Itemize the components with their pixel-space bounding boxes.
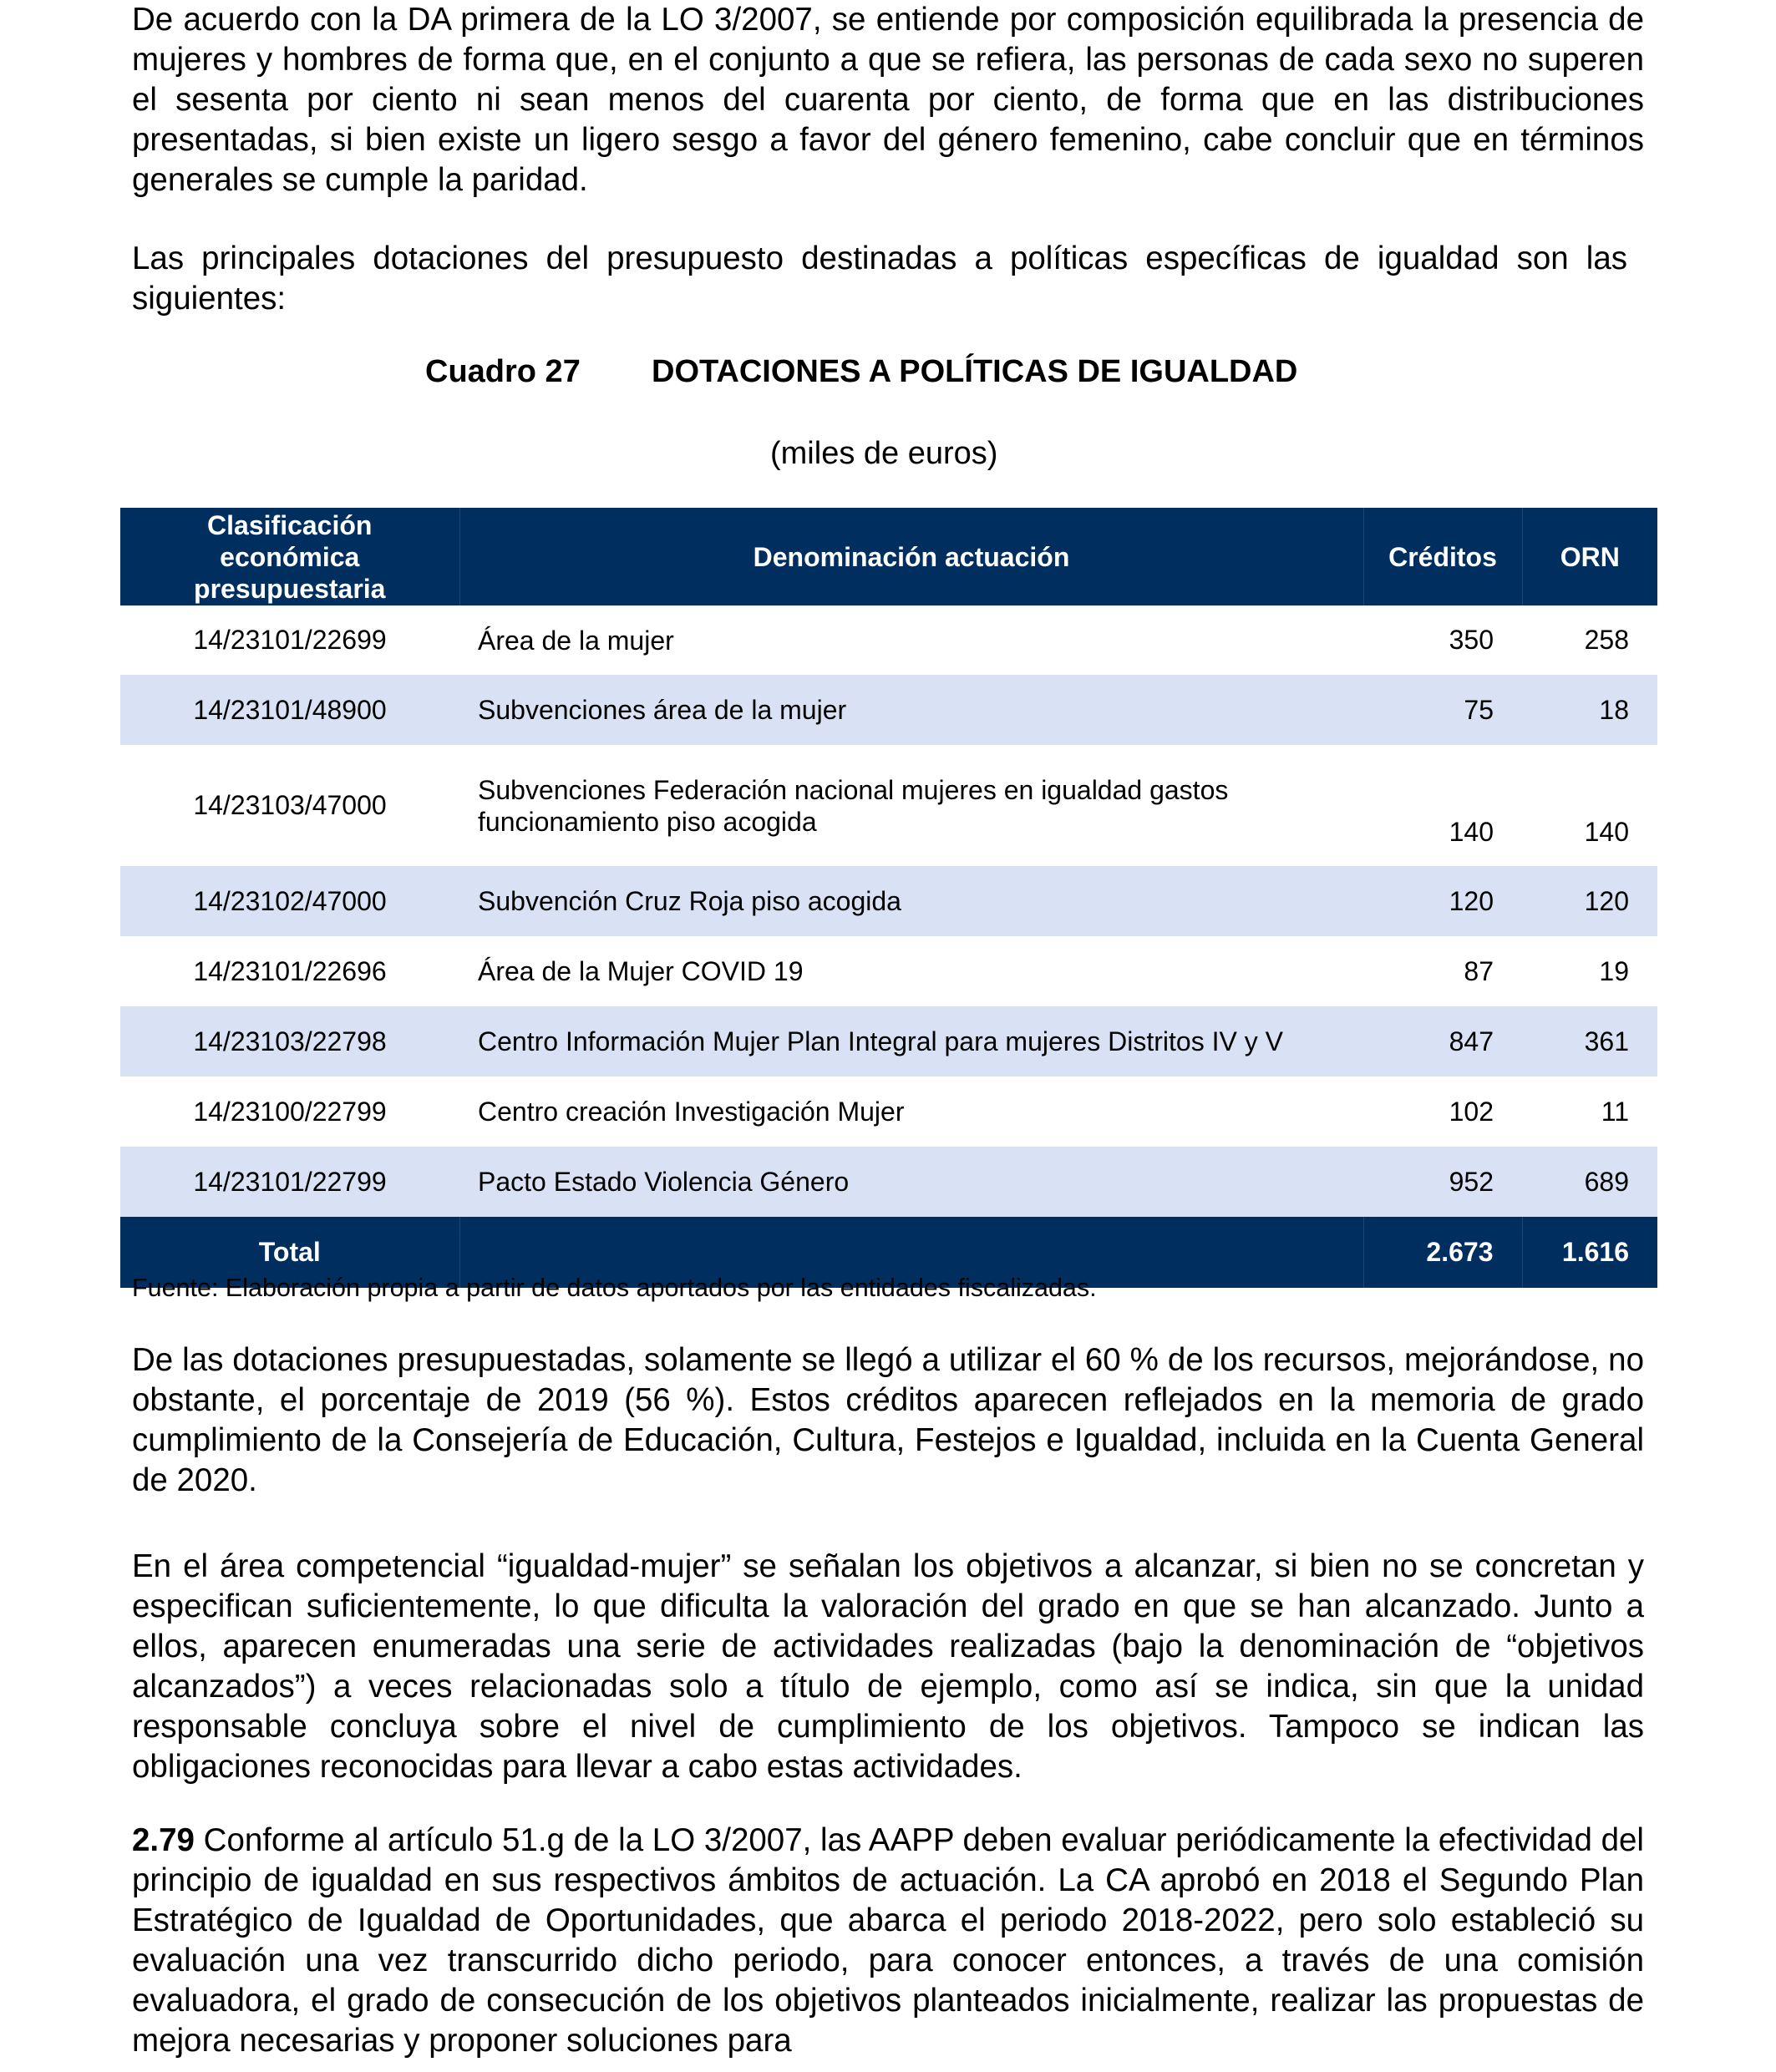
table-row	[120, 1077, 1657, 1147]
cell-creditos: 87	[1464, 955, 1494, 986]
cell-orn: 120	[1522, 866, 1657, 936]
table-title: DOTACIONES A POLÍTICAS DE IGUALDAD	[652, 354, 1298, 389]
cell-orn: 11	[1601, 1096, 1629, 1127]
cell-creditos: 350	[1449, 625, 1494, 655]
paragraph-intro-dotaciones: Las principales dotaciones del presupuesto destinadas a políticas específicas de igualdad son las siguientes:	[132, 241, 1627, 317]
cell-orn: 689	[1522, 1147, 1657, 1217]
cell-code: 14/23103/22798	[120, 1006, 459, 1077]
cell-code: 14/23100/22799	[193, 1096, 387, 1127]
cell-creditos: 140	[1449, 817, 1494, 847]
cell-name-text: Subvenciones Federación nacional mujeres en igualdad gastos funcionamiento piso acogida	[478, 774, 1229, 837]
header-name: Denominación actuación	[459, 508, 1363, 605]
cell-orn: 361	[1522, 1006, 1657, 1077]
table-row	[120, 866, 1657, 936]
cell-name: Subvención Cruz Roja piso acogida	[459, 866, 1363, 936]
cell-name: Área de la mujer	[478, 625, 674, 656]
cell-orn: 18	[1522, 675, 1657, 745]
table-row	[120, 936, 1657, 1006]
paragraph-area-competencial: En el área competencial “igualdad-mujer” se señalan los objetivos a alcanzar, si bien no se concretan y especifican suficientemente, lo que dificulta la valoración del grado en que se han alcanzado. Junto a ellos, aparecen enumeradas una serie de actividades realizadas (bajo la denominación de “objetivos alcanzados”) a veces relacionadas solo a título de ejemplo, como así se indica, sin que la unidad responsable concluya sobre el nivel de cumplimiento de los objetivos. Tampoco se indican las obligaciones reconocidas para llevar a cabo estas actividades.	[132, 1548, 1644, 1785]
cell-name: Área de la Mujer COVID 19	[478, 956, 804, 986]
cell-code: 14/23103/47000	[193, 790, 387, 820]
table-source-note: Fuente: Elaboración propia a partir de datos aportados por las entidades fiscalizadas.	[132, 1274, 1097, 1302]
cell-orn: 258	[1584, 625, 1629, 655]
cell-creditos: 952	[1363, 1147, 1522, 1217]
cell-orn: 19	[1599, 955, 1629, 986]
cell-code: 14/23101/48900	[120, 675, 459, 745]
header-orn: ORN	[1522, 508, 1657, 605]
cell-orn: 140	[1584, 817, 1629, 847]
cell-creditos: 847	[1363, 1006, 1522, 1077]
paragraph-2-79	[132, 1821, 1644, 2061]
total-creditos: 2.673	[1363, 1217, 1522, 1288]
cell-code: 14/23101/22696	[193, 955, 387, 986]
paragraph-2-79-text: Conforme al artículo 51.g de la LO 3/2007, las AAPP deben evaluar periódicamente la efectividad del principio de igualdad en sus respectivos ámbitos de actuación. La CA aprobó en 2018 el Segundo Plan Estratégico de Igualdad de Oportunidades, que abarca el periodo 2018-2022, pero solo estableció su evaluación una vez transcurrido dicho periodo, para conocer entonces, a través de una comisión evaluadora, el grado de consecución de los objetivos planteados inicialmente, realizar las propuestas de mejora necesarias y proponer soluciones para	[132, 1822, 1644, 2059]
table-row	[120, 1006, 1657, 1077]
cell-code: 14/23101/22799	[120, 1147, 459, 1217]
table-row	[120, 1147, 1657, 1217]
cell-creditos: 120	[1363, 866, 1522, 936]
cell-creditos: 75	[1363, 675, 1522, 745]
table-row	[120, 605, 1657, 675]
dotaciones-table	[120, 508, 1657, 1288]
paragraph-utilizacion-recursos: De las dotaciones presupuestadas, solamente se llegó a utilizar el 60 % de los recursos, mejorándose, no obstante, el porcentaje de 2019 (56 %). Estos créditos aparecen reflejados en la memoria de grado cumplimiento de la Consejería de Educación, Cultura, Festejos e Igualdad, incluida en la Cuenta General de 2020.	[132, 1342, 1644, 1498]
total-orn: 1.616	[1522, 1217, 1657, 1288]
cell-code: 14/23102/47000	[120, 866, 459, 936]
table-units: (miles de euros)	[770, 436, 998, 471]
paragraph-number: 2.79	[132, 1822, 195, 1858]
table-header-row	[120, 508, 1657, 605]
cell-name: Centro Información Mujer Plan Integral para mujeres Distritos IV y V	[459, 1006, 1363, 1077]
cell-name: Pacto Estado Violencia Género	[459, 1147, 1363, 1217]
header-code	[120, 508, 459, 605]
table-row	[120, 675, 1657, 745]
cell-creditos: 102	[1449, 1096, 1494, 1127]
paragraph-composicion-equilibrada: De acuerdo con la DA primera de la LO 3/2007, se entiende por composición equilibrada la presencia de mujeres y hombres de forma que, en el conjunto a que se refiera, las personas de cada sexo no superen el sesenta por ciento ni sean menos del cuarenta por ciento, de forma que en las distribuciones presentadas, si bien existe un ligero sesgo a favor del género femenino, cabe concluir que en términos generales se cumple la paridad.	[132, 2, 1644, 198]
cell-code: 14/23101/22699	[193, 625, 387, 655]
header-creditos: Créditos	[1363, 508, 1522, 605]
header-code-label: Clasificación económica presupuestaria	[194, 509, 386, 604]
table-number: Cuadro 27	[425, 354, 581, 389]
total-label: Total	[120, 1217, 459, 1288]
cell-name	[459, 745, 1363, 866]
cell-name: Centro creación Investigación Mujer	[478, 1097, 905, 1127]
cell-name: Subvenciones área de la mujer	[459, 675, 1363, 745]
table-row	[120, 745, 1657, 866]
